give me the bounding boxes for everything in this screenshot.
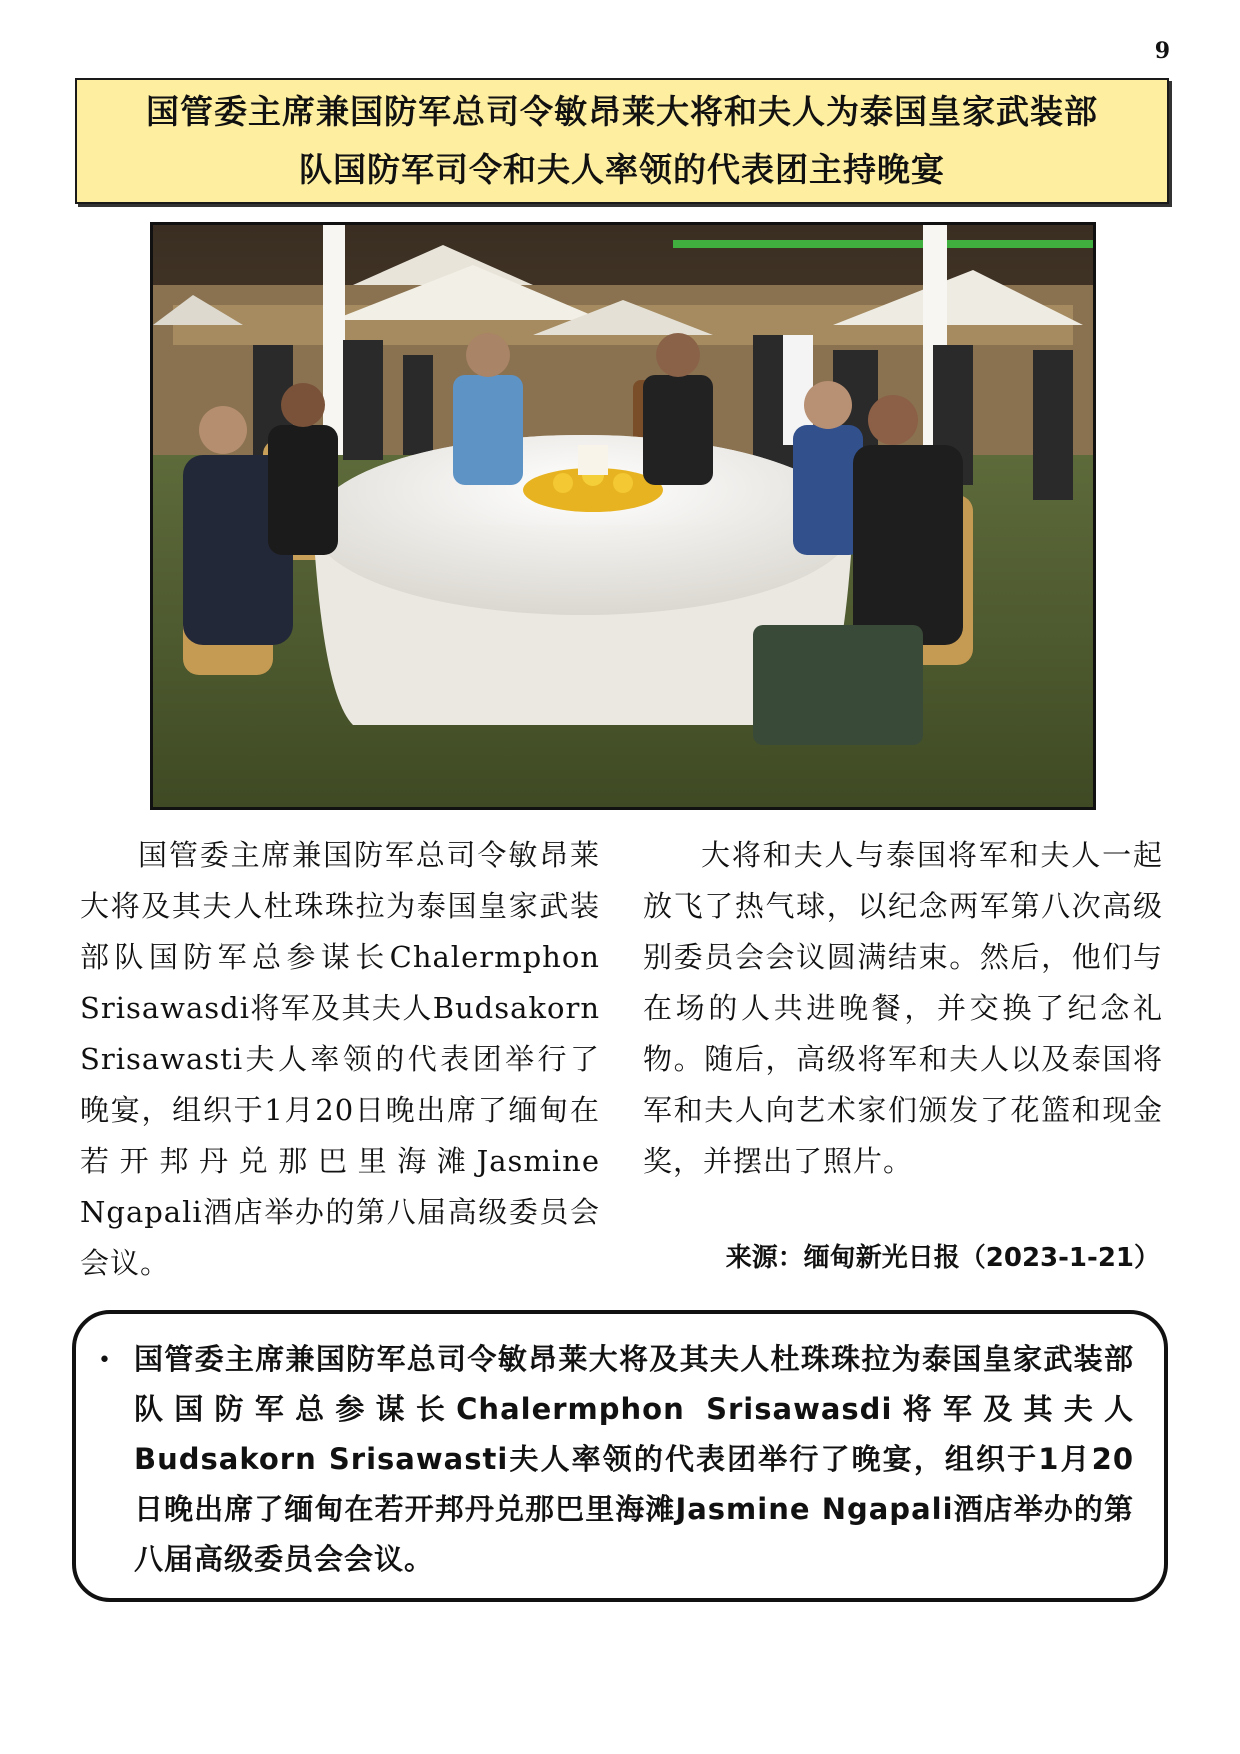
bullet-icon: • (98, 1348, 111, 1373)
headline-line-1: 国管委主席兼国防军总司令敏昂莱大将和夫人为泰国皇家武装部 (146, 92, 1098, 131)
headline-box (75, 78, 1169, 204)
dinner-banquet-photo-icon (153, 225, 1093, 807)
article-paragraph-left: 国管委主席兼国防军总司令敏昂莱大将及其夫人杜珠珠拉为泰国皇家武装部队国防军总参谋长Chalermphon Srisawasdi将军及其夫人Budsakorn Srisawasti夫人率领的代表团举行了晚宴，组织于1月20日晚出席了缅甸在若开邦丹兑那巴里海滩Jasmine Ngapali酒店举办的第八届高级委员会会议。 (80, 838, 600, 1280)
page-number: 9 (1154, 38, 1170, 64)
source-credit: 来源：缅甸新光日报（2023-1-21） (725, 1243, 1160, 1273)
news-photo (150, 222, 1096, 810)
summary-text: 国管委主席兼国防军总司令敏昂莱大将及其夫人杜珠珠拉为泰国皇家武装部队国防军总参谋长Chalermphon Srisawasdi将军及其夫人Budsakorn Srisawasti夫人率领的代表团举行了晚宴，组织于1月20日晚出席了缅甸在若开邦丹兑那巴里海滩Jasmine Ngapali酒店举办的第八届高级委员会会议。 (134, 1342, 1134, 1576)
headline-line-2: 队国防军司令和夫人率领的代表团主持晚宴 (299, 150, 945, 189)
article-paragraph-right: 大将和夫人与泰国将军和夫人一起放飞了热气球，以纪念两军第八次高级别委员会会议圆满结束。然后，他们与在场的人共进晚餐，并交换了纪念礼物。随后，高级将军和夫人以及泰国将军和夫人向艺术家们颁发了花篮和现金奖，并摆出了照片。 (643, 838, 1163, 1178)
summary-box (72, 1310, 1168, 1602)
